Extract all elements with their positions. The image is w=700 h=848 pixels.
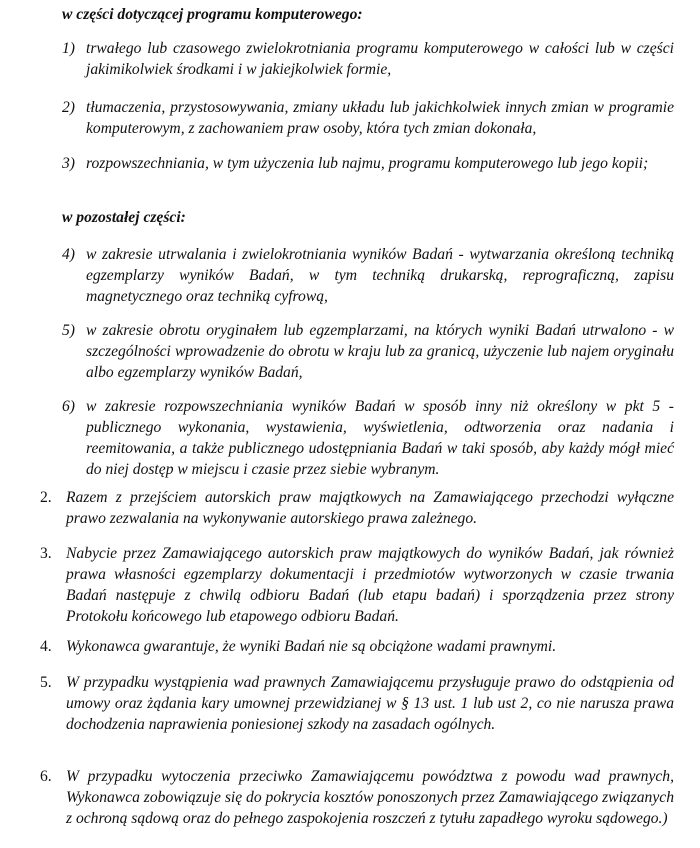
- paragraph-number: 6.: [40, 768, 52, 785]
- paragraph: [40, 766, 674, 829]
- paragraph-number: 2.: [40, 489, 52, 506]
- item-number: 4): [62, 246, 75, 263]
- paragraph: [40, 672, 674, 735]
- paragraph-text: W przypadku wystąpienia wad prawnych Zamawiającemu przysługuje prawo do odstąpienia od umowy oraz żądania kary umownej przewidzianej w § 13 ust. 1 lub ust 2, co nie narusza prawa dochodzenia naprawienia poniesionej szkody na zasadach ogólnych.: [66, 674, 674, 733]
- item-number: 6): [62, 398, 75, 415]
- paragraph-text: Wykonawca gwarantuje, że wyniki Badań nie są obciążone wadami prawnymi.: [66, 638, 557, 655]
- paragraph-number: 5.: [40, 674, 52, 691]
- list-item: [62, 396, 674, 480]
- list-item: [62, 38, 674, 80]
- item-text: trwałego lub czasowego zwielokrotniania programu komputerowego w całości lub w części jakimikolwiek środkami i w jakiejkolwiek formie,: [86, 40, 674, 78]
- item-number: 3): [62, 155, 75, 172]
- item-text: w zakresie rozpowszechniania wyników Badań w sposób inny niż określony w pkt 5 - publicznego wykonania, wystawienia, wyświetlenia, odtworzenia oraz nadania i reemitowania, a także publicznego udostępniania Badań w taki sposób, aby każdy mógł mieć do niej dostęp w miejscu i czasie przez siebie wybranym.: [86, 398, 674, 478]
- paragraph-number: 4.: [40, 638, 52, 655]
- paragraph-text: Razem z przejściem autorskich praw majątkowych na Zamawiającego przechodzi wyłączne prawo zezwalania na wykonywanie autorskiego prawa zależnego.: [66, 489, 674, 527]
- item-text: rozpowszechniania, w tym użyczenia lub najmu, programu komputerowego lub jego kopii;: [86, 155, 649, 172]
- paragraph: [40, 543, 674, 627]
- paragraph: [40, 487, 674, 529]
- item-text: tłumaczenia, przystosowywania, zmiany układu lub jakichkolwiek innych zmian w programie komputerowym, z zachowaniem praw osoby, która tych zmian dokonała,: [86, 99, 674, 137]
- item-text: w zakresie utrwalania i zwielokrotniania wyników Badań - wytwarzania określoną techniką egzemplarzy wyników Badań, w tym techniką drukarską, reprograficzną, zapisu magnetycznego oraz techniką cyfrową,: [86, 246, 674, 305]
- list-item: [62, 320, 674, 383]
- list-item: [62, 153, 674, 174]
- paragraph: [40, 636, 674, 657]
- item-text: w zakresie obrotu oryginałem lub egzemplarzami, na których wyniki Badań utrwalono - w szczególności wprowadzenie do obrotu w kraju lub za granicą, użyczenie lub najem oryginału albo egzemplarzy wyników Badań,: [86, 322, 674, 381]
- section-heading-other: w pozostałej części:: [62, 209, 186, 226]
- item-number: 5): [62, 322, 75, 339]
- paragraph-text: W przypadku wytoczenia przeciwko Zamawiającemu powództwa z powodu wad prawnych, Wykonawca zobowiązuje się do pokrycia kosztów ponoszonych przez Zamawiającego związanych z ochroną sądową oraz do pełnego zaspokojenia roszczeń z tytułu zapadłego wyroku sądowego.): [66, 768, 674, 827]
- item-number: 2): [62, 99, 75, 116]
- list-item: [62, 97, 674, 139]
- paragraph-text: Nabycie przez Zamawiającego autorskich praw majątkowych do wyników Badań, jak również prawa własności egzemplarzy dokumentacji i przedmiotów wytworzonych w czasie trwania Badań następuje z chwilą odbioru Badań (lub etapu badań) i sporządzenia przez strony Protokołu końcowego lub etapowego odbioru Badań.: [66, 545, 674, 625]
- item-number: 1): [62, 40, 75, 57]
- list-item: [62, 244, 674, 307]
- paragraph-number: 3.: [40, 545, 52, 562]
- section-heading-software: w części dotyczącej programu komputerowego:: [62, 6, 363, 23]
